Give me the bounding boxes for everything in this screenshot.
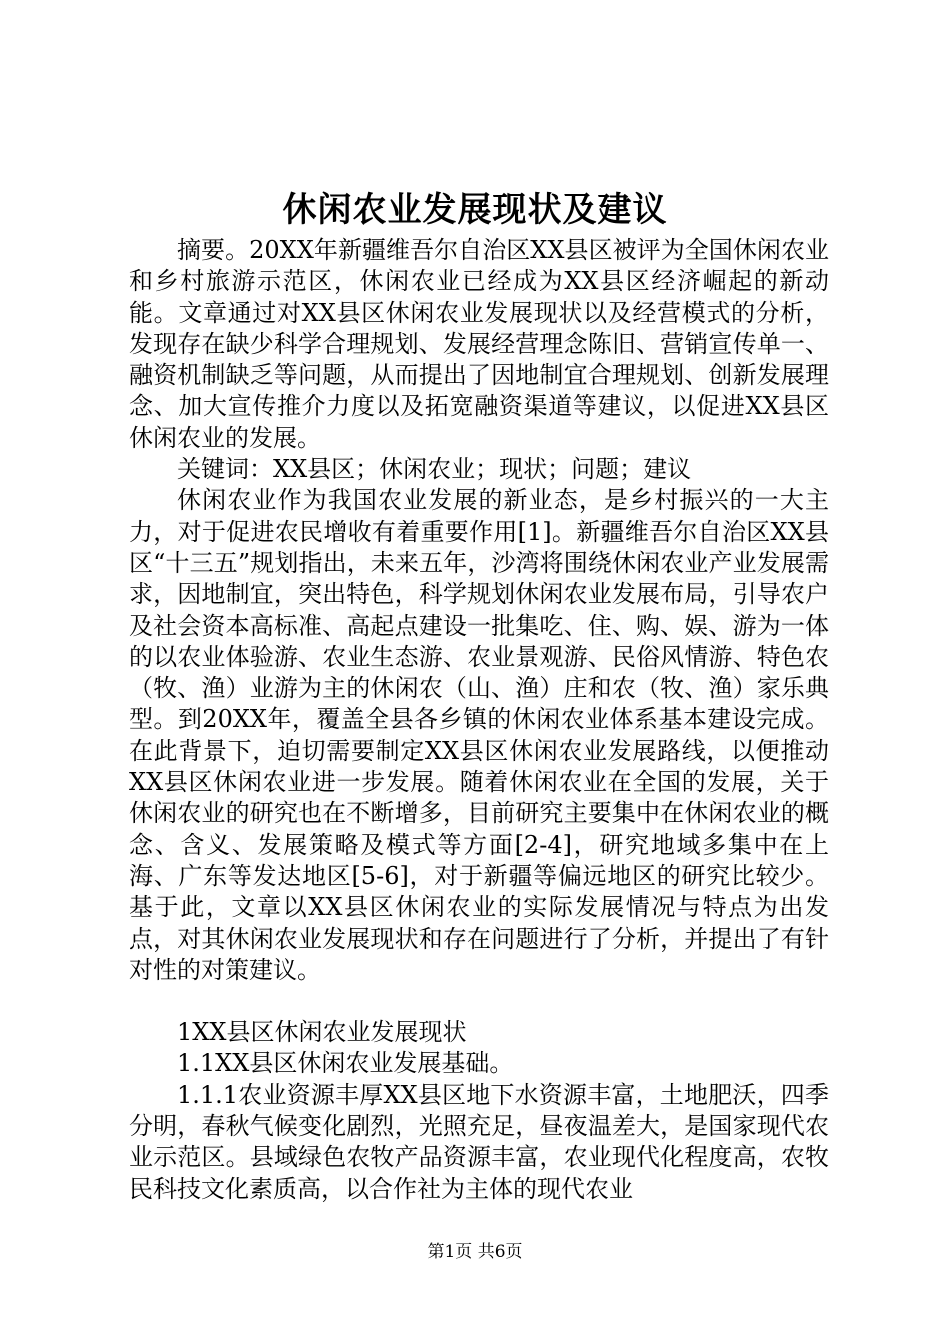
section-heading-1-1: 1.1XX县区休闲农业发展基础。 (177, 1049, 514, 1078)
intro-paragraph: 休闲农业作为我国农业发展的新业态，是乡村振兴的一大主力，对于促进农民增收有着重要作用[1]。新疆维吾尔自治区XX县区“十三五”规划指出，未来五年，沙湾将围绕休闲农业产业发展需求，因地制宜，突出特色，科学规划休闲农业发展布局，引导农户及社会资本高标准、高起点建设一批集吃、住、购、娱、游为一体的以农业体验游、农业生态游、农业景观游、民俗风情游、特色农（牧、渔）业游为主的休闲农（山、渔）庄和农（牧、渔）家乐典型。到20XX年，覆盖全县各乡镇的休闲农业体系基本建设完成。在此背景下，迫切需要制定XX县区休闲农业发展路线，以便推动XX县区休闲农业进一步发展。随着休闲农业在全国的发展，关于休闲农业的研究也在不断增多，目前研究主要集中在休闲农业的概念、含义、发展策略及模式等方面[2-4]，研究地域多集中在上海、广东等发达地区[5-6]，对于新疆等偏远地区的研究比较少。基于此，文章以XX县区休闲农业的实际发展情况与特点为出发点，对其休闲农业发展现状和存在问题进行了分析，并提出了有针对性的对策建议。 (129, 486, 829, 984)
abstract-paragraph: 摘要。20XX年新疆维吾尔自治区XX县区被评为全国休闲农业和乡村旅游示范区，休闲农业已经成为XX县区经济崛起的新动能。文章通过对XX县区休闲农业发展现状以及经营模式的分析，发现存在缺少科学合理规划、发展经营理念陈旧、营销宣传单一、融资机制缺乏等问题，从而提出了因地制宜合理规划、创新发展理念、加大宣传推介力度以及拓宽融资渠道等建议，以促进XX县区休闲农业的发展。 (129, 236, 829, 452)
document-title: 休闲农业发展现状及建议 (282, 190, 668, 230)
page-footer: 第1页 共6页 (427, 1242, 523, 1262)
section-paragraph-1-1-1: 1.1.1农业资源丰厚XX县区地下水资源丰富，土地肥沃，四季分明，春秋气候变化剧烈，光照充足，昼夜温差大，是国家现代农业示范区。县域绿色农牧产品资源丰富，农业现代化程度高，农牧民科技文化素质高，以合作社为主体的现代农业 (129, 1080, 829, 1203)
keywords-paragraph: 关键词：XX县区；休闲农业；现状；问题；建议 (177, 455, 692, 484)
section-heading-1: 1XX县区休闲农业发展现状 (177, 1018, 467, 1047)
document-body (129, 235, 829, 1205)
